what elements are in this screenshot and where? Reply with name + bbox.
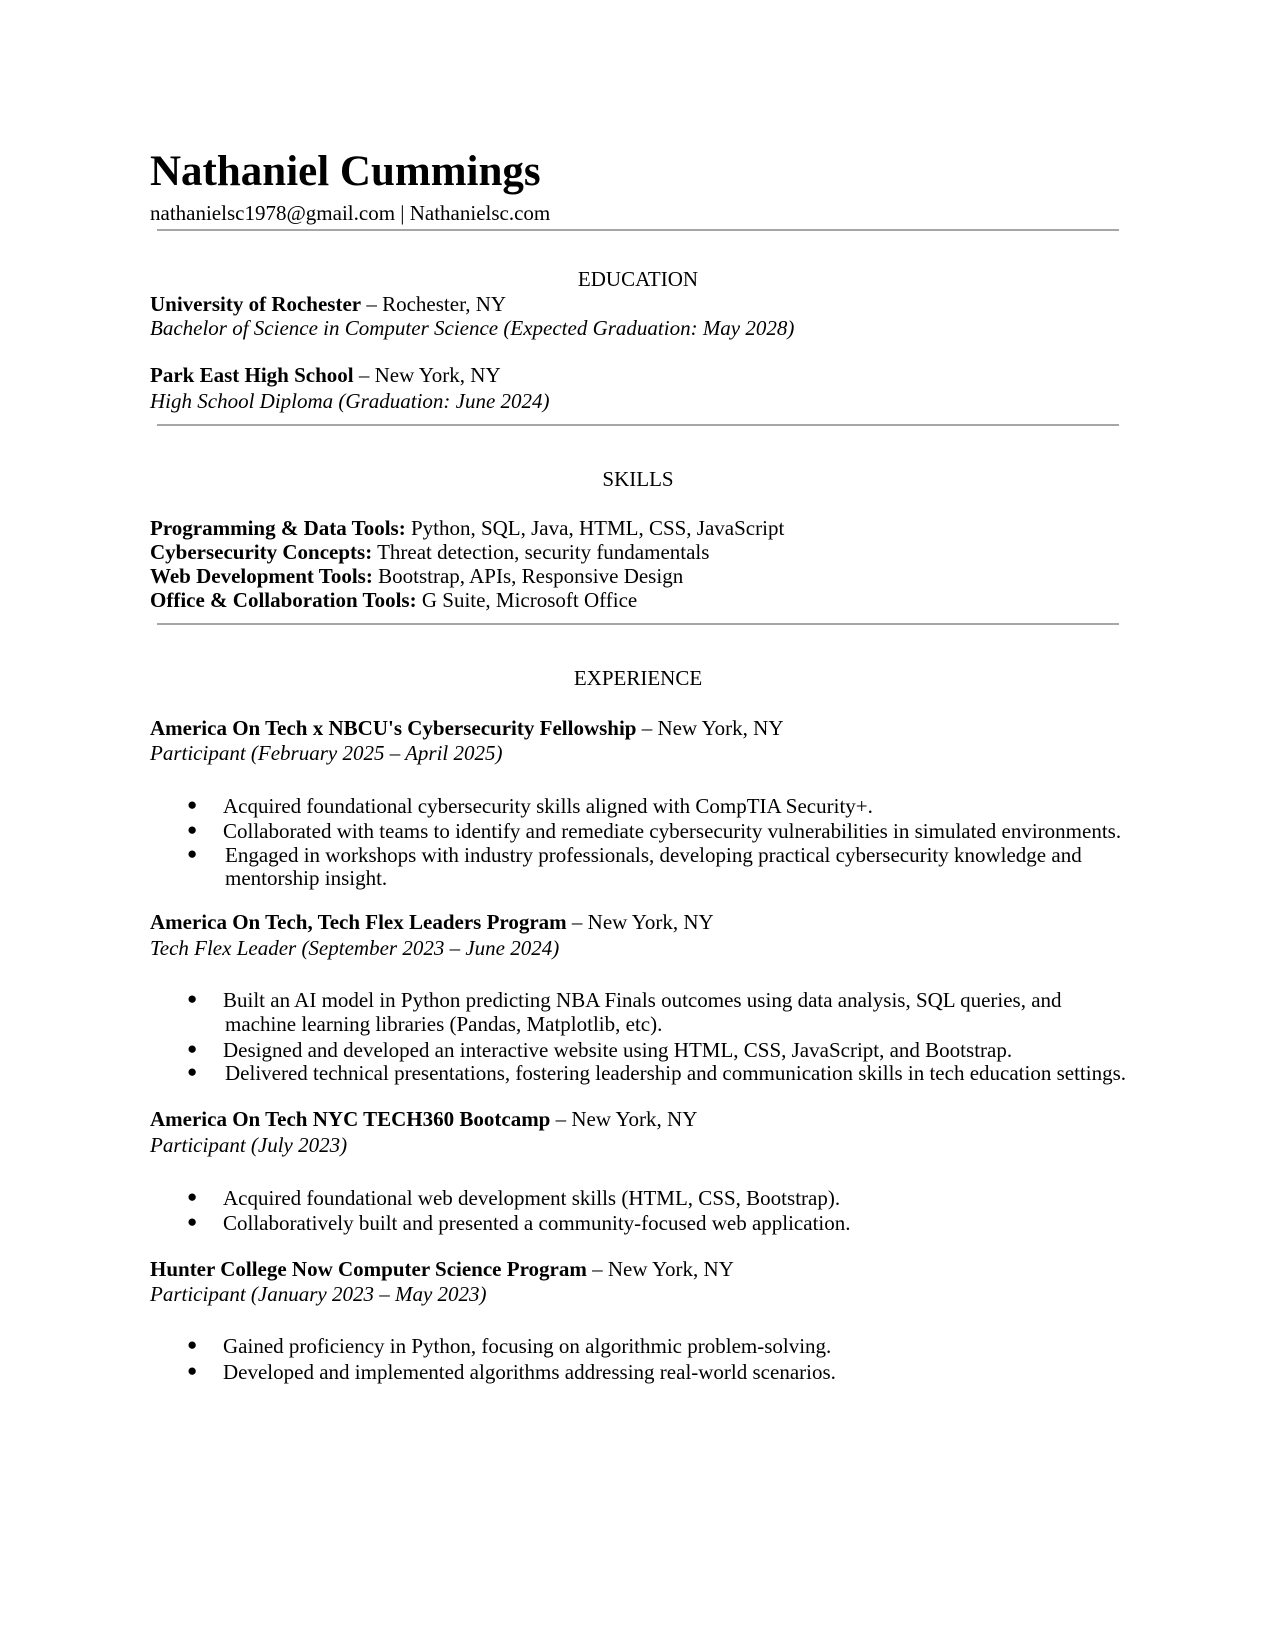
- bullet-text: Engaged in workshops with industry professionals, developing practical cybersecurity knowledge and: [225, 843, 1082, 867]
- bullet-icon: ●: [187, 1335, 198, 1354]
- bullet-icon: ●: [187, 1062, 198, 1081]
- bullet-text: mentorship insight.: [225, 866, 388, 890]
- organization-name: America On Tech, Tech Flex Leaders Program: [150, 910, 567, 934]
- skill-value: Threat detection, security fundamentals: [372, 540, 710, 564]
- bullet-icon: ●: [187, 1039, 198, 1058]
- role-line: Participant (July 2023): [150, 1133, 348, 1157]
- skill-value: G Suite, Microsoft Office: [416, 588, 638, 612]
- organization-name: Hunter College Now Computer Science Program: [150, 1257, 587, 1281]
- organization-name: America On Tech NYC TECH360 Bootcamp: [150, 1107, 551, 1131]
- experience-entry-2: [150, 912, 714, 933]
- bullet-icon: ●: [187, 1212, 198, 1231]
- skill-line: [150, 542, 709, 563]
- education-entry-2: [150, 365, 501, 386]
- experience-entry-3: [150, 1109, 697, 1130]
- divider: [157, 229, 1119, 231]
- bullet-text: Gained proficiency in Python, focusing on algorithmic problem-solving.: [223, 1334, 832, 1358]
- skill-label: Programming & Data Tools:: [150, 516, 406, 540]
- bullet-text: Designed and developed an interactive website using HTML, CSS, JavaScript, and Bootstrap.: [223, 1038, 1013, 1062]
- bullet-text: Delivered technical presentations, fostering leadership and communication skills in tech education settings.: [225, 1061, 1126, 1085]
- bullet-icon: ●: [187, 820, 198, 839]
- organization-location: – New York, NY: [550, 1107, 698, 1131]
- bullet-text: Collaboratively built and presented a community-focused web application.: [223, 1211, 851, 1235]
- experience-entry-4: [150, 1259, 734, 1280]
- bullet-text: Acquired foundational web development skills (HTML, CSS, Bootstrap).: [223, 1186, 841, 1210]
- organization-name: America On Tech x NBCU's Cybersecurity Fellowship: [150, 716, 637, 740]
- experience-heading: EXPERIENCE: [573, 666, 703, 690]
- education-entry-1: [150, 294, 506, 315]
- skill-line: [150, 518, 784, 539]
- bullet-icon: ●: [187, 844, 198, 863]
- skill-label: Office & Collaboration Tools:: [150, 588, 417, 612]
- bullet-text: Built an AI model in Python predicting NBA Finals outcomes using data analysis, SQL queries, and: [223, 988, 1062, 1012]
- institution-name: Park East High School: [150, 363, 354, 387]
- divider: [157, 424, 1119, 426]
- candidate-name: Nathaniel Cummings: [150, 148, 541, 195]
- bullet-text: Collaborated with teams to identify and remediate cybersecurity vulnerabilities in simulated environments.: [223, 819, 1122, 843]
- bullet-icon: ●: [187, 1187, 198, 1206]
- bullet-icon: ●: [187, 989, 198, 1008]
- experience-entry-1: [150, 718, 784, 739]
- skill-value: Python, SQL, Java, HTML, CSS, JavaScript: [405, 516, 785, 540]
- organization-location: – New York, NY: [566, 910, 714, 934]
- contact-line: nathanielsc1978@gmail.com | Nathanielsc.com: [150, 201, 551, 225]
- skill-value: Bootstrap, APIs, Responsive Design: [372, 564, 684, 588]
- institution-name: University of Rochester: [150, 292, 362, 316]
- role-line: Participant (February 2025 – April 2025): [150, 741, 503, 765]
- divider: [157, 623, 1119, 625]
- skill-line: [150, 566, 683, 587]
- bullet-text: machine learning libraries (Pandas, Matplotlib, etc).: [225, 1012, 663, 1036]
- education-heading: EDUCATION: [577, 267, 699, 291]
- role-line: Tech Flex Leader (September 2023 – June 2024): [150, 936, 560, 960]
- institution-location: – New York, NY: [353, 363, 501, 387]
- organization-location: – New York, NY: [586, 1257, 734, 1281]
- institution-location: – Rochester, NY: [361, 292, 507, 316]
- degree-line: High School Diploma (Graduation: June 2024): [150, 389, 550, 413]
- skill-label: Cybersecurity Concepts:: [150, 540, 373, 564]
- bullet-icon: ●: [187, 1361, 198, 1380]
- degree-line: Bachelor of Science in Computer Science (Expected Graduation: May 2028): [150, 316, 795, 340]
- bullet-text: Acquired foundational cybersecurity skills aligned with CompTIA Security+.: [223, 794, 873, 818]
- skill-line: [150, 590, 637, 611]
- skill-label: Web Development Tools:: [150, 564, 373, 588]
- role-line: Participant (January 2023 – May 2023): [150, 1282, 487, 1306]
- bullet-icon: ●: [187, 795, 198, 814]
- skills-heading: SKILLS: [602, 467, 674, 491]
- organization-location: – New York, NY: [636, 716, 784, 740]
- bullet-text: Developed and implemented algorithms addressing real-world scenarios.: [223, 1360, 836, 1384]
